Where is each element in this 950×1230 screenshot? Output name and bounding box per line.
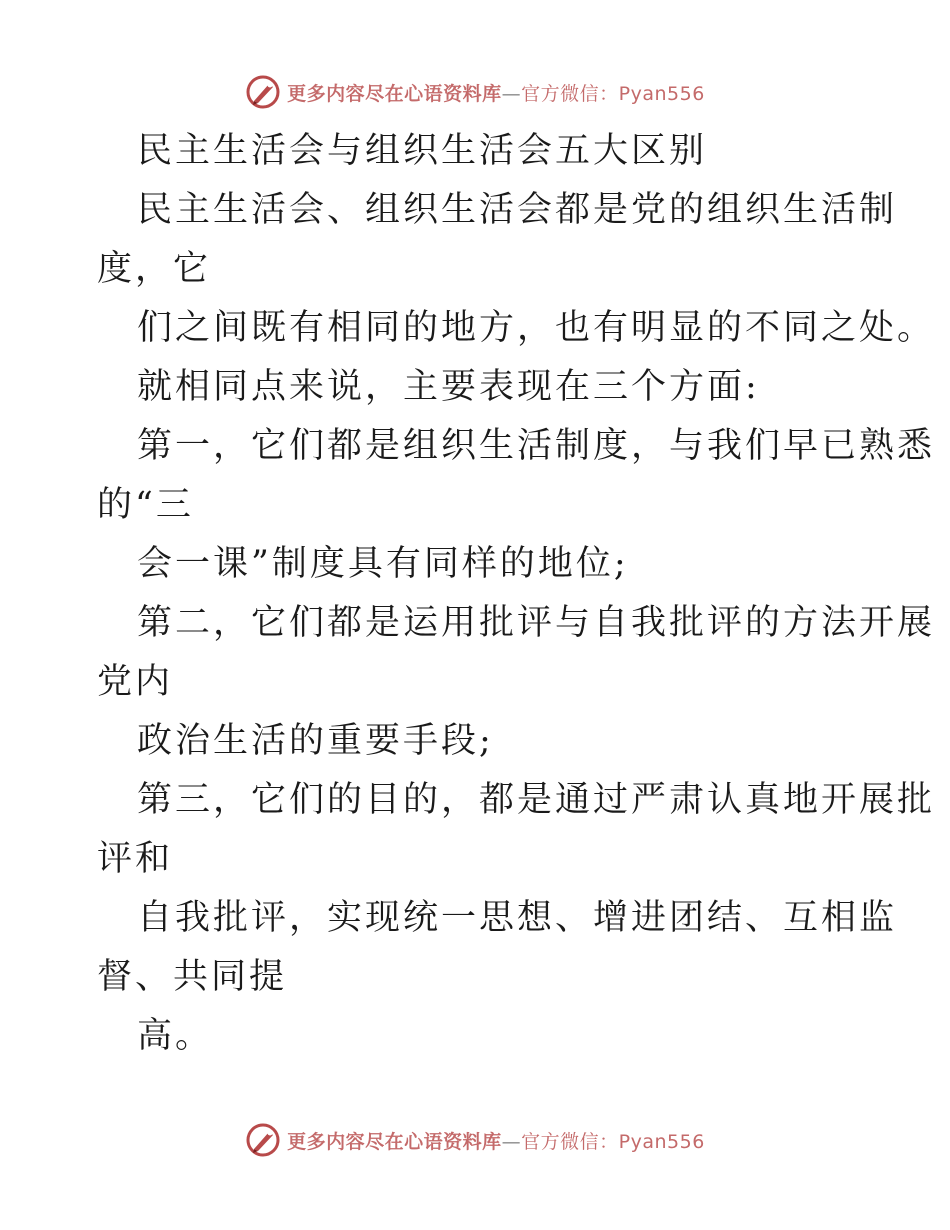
header-watermark [0,72,950,112]
text-line: 民主生活会、组织生活会都是党的组织生活制 [137,190,898,230]
watermark-dash: — [501,82,522,105]
text-line: 们之间既有相同的地方，也有明显的不同之处。 [137,308,936,348]
text-line: 第一，它们都是组织生活制度，与我们早已熟悉 [137,426,936,466]
text-line: 民主生活会与组织生活会五大区别 [137,131,708,171]
text-line: 就相同点来说，主要表现在三个方面: [137,367,760,407]
pen-logo-icon [245,1122,281,1158]
footer-watermark [0,1120,950,1160]
watermark-brand: 更多内容尽在心语资料库 [287,82,502,105]
text-line: 自我批评，实现统一思想、增进团结、互相监 [137,898,898,938]
watermark-text [287,1127,705,1154]
text-line: 评和 [97,839,174,879]
watermark-contact: 官方微信：Pyan556 [521,1130,705,1153]
watermark-contact: 官方微信：Pyan556 [521,82,705,105]
text-line: 的“三 [97,485,194,525]
text-line: 党内 [97,662,174,702]
watermark-text [287,79,705,106]
text-line: 会一课”制度具有同样的地位; [137,544,629,584]
watermark-dash: — [501,1130,522,1153]
text-line: 督、共同提 [97,957,288,997]
watermark-brand: 更多内容尽在心语资料库 [287,1130,502,1153]
document-body [97,122,936,1066]
text-line: 第三，它们的目的，都是通过严肃认真地开展批 [137,780,936,820]
pen-logo-icon [245,74,281,110]
text-line: 第二，它们都是运用批评与自我批评的方法开展 [137,603,936,643]
text-line: 度，它 [97,249,212,289]
text-line: 政治生活的重要手段; [137,721,494,761]
text-line: 高。 [137,1016,214,1056]
